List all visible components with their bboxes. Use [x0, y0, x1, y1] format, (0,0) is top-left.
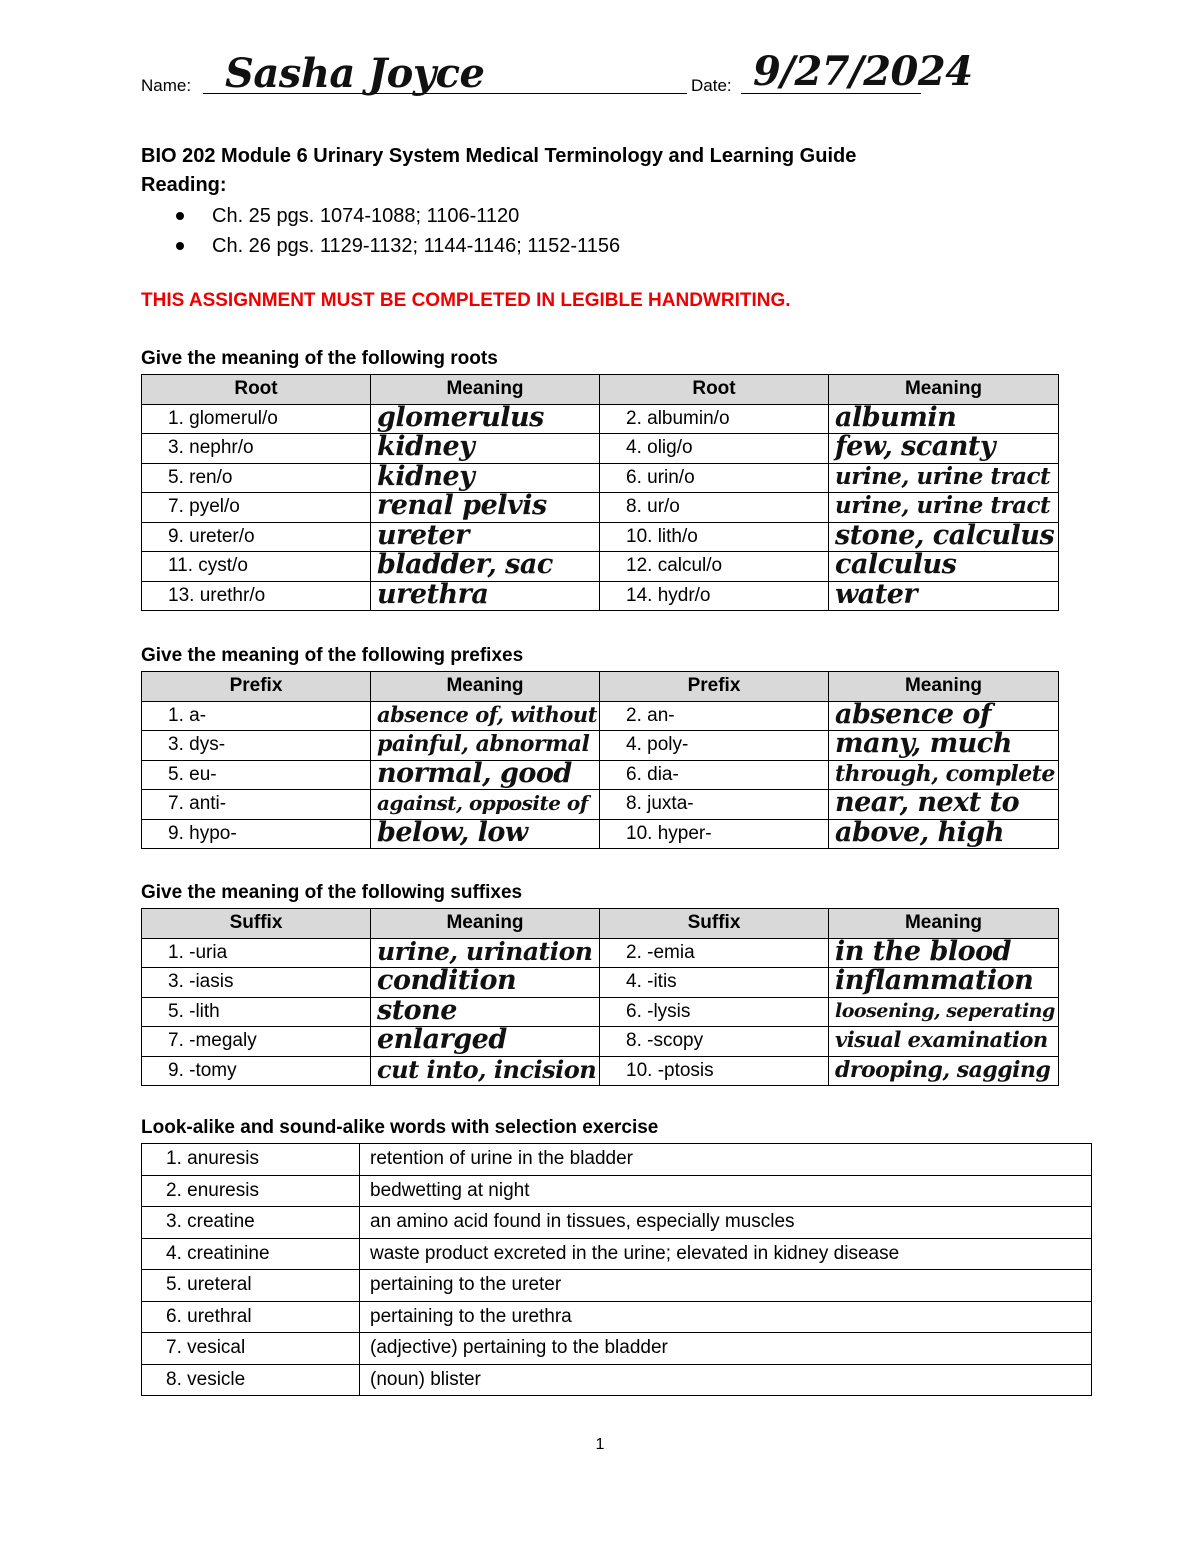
reading-item: Ch. 25 pgs. 1074-1088; 1106-1120: [176, 203, 620, 233]
lookalike-table: [141, 1143, 1092, 1396]
handwritten-answer: few, scanty: [835, 431, 996, 462]
term-cell: 3. nephr/o: [142, 434, 371, 464]
term-cell: 9. -tomy: [142, 1056, 371, 1086]
table-row: [142, 1144, 1092, 1176]
handwritten-answer: absence of, without: [377, 701, 597, 727]
term-cell: 3. creatine: [142, 1207, 360, 1239]
column-header: Meaning: [829, 375, 1059, 405]
handwritten-answer: drooping, sagging: [835, 1056, 1051, 1083]
handwritten-answer: many, much: [835, 728, 1012, 759]
term-cell: 11. cyst/o: [142, 552, 371, 582]
roots-table: [141, 374, 1059, 611]
table-row: [142, 1175, 1092, 1207]
answer-cell: [371, 578, 600, 611]
page-number: 1: [595, 1436, 605, 1453]
column-header: Prefix: [600, 672, 829, 702]
handwritten-answer: normal, good: [377, 757, 572, 789]
handwritten-answer: against, opposite of: [377, 791, 588, 815]
term-cell: 14. hydr/o: [600, 581, 829, 611]
term-cell: 9. hypo-: [142, 819, 371, 849]
term-cell: 8. juxta-: [600, 790, 829, 820]
column-header: Meaning: [829, 672, 1059, 702]
term-cell: 5. eu-: [142, 760, 371, 790]
column-header: Root: [142, 375, 371, 405]
reading-list: [176, 203, 620, 263]
handwritten-answer: cut into, incision: [377, 1054, 597, 1084]
handwritten-answer: urethra: [377, 578, 489, 610]
table-row: [142, 1207, 1092, 1239]
handwritten-answer: urine, urine tract: [835, 492, 1051, 519]
handwritten-answer: stone: [377, 994, 457, 1026]
answer-cell: [371, 1056, 600, 1086]
handwritten-answer: kidney: [377, 460, 475, 492]
answer-cell: [829, 1056, 1059, 1086]
term-cell: 6. dia-: [600, 760, 829, 790]
term-cell: 4. poly-: [600, 731, 829, 761]
handwritten-answer: above, high: [835, 816, 1004, 848]
handwritten-answer: kidney: [377, 431, 475, 462]
table-row: [142, 581, 1059, 611]
term-cell: 4. -itis: [600, 968, 829, 998]
suffixes-heading: Give the meaning of the following suffixes: [141, 882, 523, 903]
term-cell: 1. glomerul/o: [142, 404, 371, 434]
table-row: [142, 552, 1059, 582]
column-header: Suffix: [142, 909, 371, 939]
definition-cell: pertaining to the urethra: [360, 1301, 1092, 1333]
handwritten-answer: near, next to: [835, 787, 1020, 818]
handwritten-answer: stone, calculus: [835, 519, 1055, 551]
definition-cell: pertaining to the ureter: [360, 1270, 1092, 1302]
table-row: [142, 1333, 1092, 1365]
term-cell: 10. -ptosis: [600, 1056, 829, 1086]
term-cell: 9. ureter/o: [142, 522, 371, 552]
suffixes-table: [141, 908, 1059, 1086]
term-cell: 2. an-: [600, 701, 829, 731]
term-cell: 1. a-: [142, 701, 371, 731]
term-cell: 5. ren/o: [142, 463, 371, 493]
prefixes-heading: Give the meaning of the following prefixes: [141, 645, 524, 666]
handwritten-answer: urine, urination: [377, 936, 593, 966]
handwritten-answer: in the blood: [835, 935, 1011, 967]
term-cell: 12. calcul/o: [600, 552, 829, 582]
answer-cell: [371, 816, 600, 849]
term-cell: 7. pyel/o: [142, 493, 371, 523]
handwritten-answer: loosening, seperating: [835, 999, 1055, 1022]
term-cell: 5. -lith: [142, 997, 371, 1027]
term-cell: 7. vesical: [142, 1333, 360, 1365]
term-cell: 10. lith/o: [600, 522, 829, 552]
table-row: [142, 1238, 1092, 1270]
header-line: [141, 48, 1081, 102]
term-cell: 3. dys-: [142, 731, 371, 761]
table-row: [142, 1270, 1092, 1302]
document-title: BIO 202 Module 6 Urinary System Medical Terminology and Learning Guide: [141, 145, 857, 167]
roots-heading: Give the meaning of the following roots: [141, 348, 498, 369]
term-cell: 13. urethr/o: [142, 581, 371, 611]
reading-label: Reading:: [141, 174, 227, 196]
handwritten-answer: albumin: [835, 401, 957, 433]
term-cell: 7. anti-: [142, 790, 371, 820]
handwritten-answer: condition: [377, 965, 517, 996]
handwriting-warning: THIS ASSIGNMENT MUST BE COMPLETED IN LEGIBLE HANDWRITING.: [141, 290, 791, 311]
term-cell: 8. vesicle: [142, 1364, 360, 1396]
name-label: Name:: [141, 76, 192, 95]
term-cell: 6. -lysis: [600, 997, 829, 1027]
term-cell: 10. hyper-: [600, 819, 829, 849]
handwritten-answer: inflammation: [835, 965, 1034, 996]
definition-cell: bedwetting at night: [360, 1175, 1092, 1207]
prefixes-table: [141, 671, 1059, 849]
handwritten-answer: visual examination: [835, 1027, 1048, 1052]
handwritten-answer: renal pelvis: [377, 490, 547, 521]
handwritten-answer: urine, urine tract: [835, 462, 1051, 490]
term-cell: 1. -uria: [142, 938, 371, 968]
term-cell: 3. -iasis: [142, 968, 371, 998]
handwritten-answer: ureter: [377, 519, 469, 551]
handwritten-answer: painful, abnormal: [377, 731, 590, 757]
term-cell: 6. urethral: [142, 1301, 360, 1333]
term-cell: 4. olig/o: [600, 434, 829, 464]
table-row: [142, 819, 1059, 849]
handwritten-answer: below, low: [377, 816, 528, 848]
handwritten-answer: water: [835, 578, 918, 610]
answer-cell: [829, 816, 1059, 849]
definition-cell: an amino acid found in tissues, especially muscles: [360, 1207, 1092, 1239]
term-cell: 8. -scopy: [600, 1027, 829, 1057]
term-cell: 8. ur/o: [600, 493, 829, 523]
handwritten-answer: bladder, sac: [377, 549, 553, 580]
term-cell: 2. -emia: [600, 938, 829, 968]
column-header: Meaning: [829, 909, 1059, 939]
date-handwritten: 9/27/2024: [753, 48, 973, 95]
term-cell: 2. enuresis: [142, 1175, 360, 1207]
term-cell: 6. urin/o: [600, 463, 829, 493]
definition-cell: (adjective) pertaining to the bladder: [360, 1333, 1092, 1365]
column-header: Meaning: [371, 672, 600, 702]
column-header: Meaning: [371, 909, 600, 939]
definition-cell: (noun) blister: [360, 1364, 1092, 1396]
column-header: Suffix: [600, 909, 829, 939]
column-header: Root: [600, 375, 829, 405]
table-row: [142, 1364, 1092, 1396]
handwritten-answer: absence of: [835, 698, 992, 730]
handwritten-answer: enlarged: [377, 1024, 507, 1055]
handwritten-answer: glomerulus: [377, 401, 544, 433]
handwritten-answer: calculus: [835, 549, 957, 580]
name-signature: Sasha Joyce: [225, 50, 485, 97]
lookalike-heading: Look-alike and sound-alike words with selection exercise: [141, 1117, 659, 1138]
definition-cell: retention of urine in the bladder: [360, 1144, 1092, 1176]
term-cell: 5. ureteral: [142, 1270, 360, 1302]
term-cell: 7. -megaly: [142, 1027, 371, 1057]
column-header: Prefix: [142, 672, 371, 702]
term-cell: 2. albumin/o: [600, 404, 829, 434]
term-cell: 4. creatinine: [142, 1238, 360, 1270]
handwritten-answer: through, complete: [835, 760, 1055, 787]
table-row: [142, 1056, 1059, 1086]
reading-item: Ch. 26 pgs. 1129-1132; 1144-1146; 1152-1156: [176, 233, 620, 263]
table-row: [142, 1301, 1092, 1333]
column-header: Meaning: [371, 375, 600, 405]
definition-cell: waste product excreted in the urine; elevated in kidney disease: [360, 1238, 1092, 1270]
date-label: Date:: [691, 76, 732, 95]
answer-cell: [829, 578, 1059, 611]
term-cell: 1. anuresis: [142, 1144, 360, 1176]
